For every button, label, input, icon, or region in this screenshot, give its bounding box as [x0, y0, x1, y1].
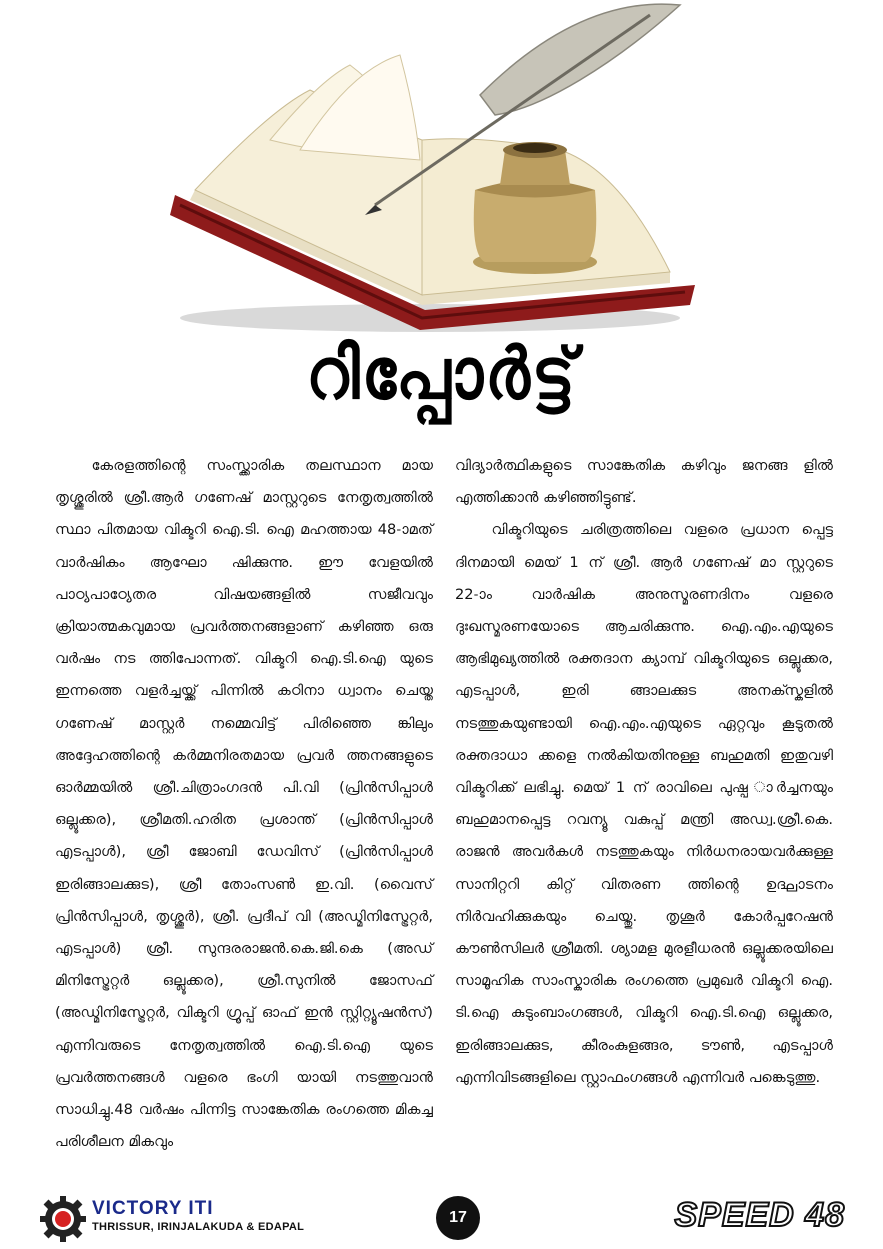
- paragraph: വിക്ടറിയുടെ ചരിത്രത്തിലെ വളരെ പ്രധാന പ്പെട്ട ദിനമായി മെയ് 1 ന് ശ്രീ. ആർ ഗണേഷ് മാ സ്റ്ററുടെ 22-ാം വാർഷിക അനുസ്മരണദിനം വളരെ ദുഃഖസ്മരണയോടെ ആചരിക്കുന്നു. ഐ.എം.എയുടെ ആഭിമുഖ്യത്തിൽ രക്തദാന ക്യാമ്പ് വിക്ടറിയുടെ ഒല്ലൂക്കര, എടപ്പാൾ, ഇരി ങ്ങാലക്കുട അനക്സ്കളിൽ നടത്തുകയുണ്ടായി ഐ.എം.എയുടെ ഏറ്റവും കൂടുതൽ രക്തദാധാ ക്കളെ നൽകിയതിനുള്ള ബഹുമതി ഇതുവഴി വിക്ടറിക്ക് ലഭിച്ചു. മെയ് 1 ന് രാവിലെ പുഷ്പ ാർച്ചനയും ബഹുമാനപ്പെട്ട റവന്യൂ വകുപ്പ് മന്ത്രി അഡ്വ.ശ്രീ.കെ. രാജൻ അവർകൾ നടത്തുകയും നിർധനരായവർക്കുള്ള സാനിറ്ററി കിറ്റ് വിതരണ ത്തിന്റെ ഉദ്ഘാടനം നിർവഹിക്കുകയും ചെയ്തു. തൃശൂർ കോർപ്പറേഷൻ കൗൺസിലർ ശ്രീമതി. ശ്യാമള മുരളീധരൻ ഒല്ലൂക്കരയിലെ സാമൂഹിക സാംസ്കാരിക രംഗത്തെ പ്രമുഖർ വിക്ടറി ഐ. ടി.ഐ കുടുംബാംഗങ്ങൾ, വിക്ടറി ഐ.ടി.ഐ ഒല്ലൂക്കര, ഇരിങ്ങാലക്കുട, കീരംകുളങ്ങര, ടൗൺ, എടപ്പാൾ എന്നിവിടങ്ങളിലെ സ്റ്റാഫംഗങ്ങൾ എന്നിവർ പങ്കെടുത്തു.: [455, 521, 833, 1086]
- book-quill-illustration: [150, 0, 710, 340]
- page-number: 17: [436, 1196, 480, 1240]
- brand-name: VICTORY ITI: [92, 1198, 214, 1219]
- right-column: [455, 450, 833, 1094]
- brand-locations: THRISSUR, IRINJALAKUDA & EDAPAL: [92, 1221, 305, 1233]
- speed-48-logo: SPEED 48: [674, 1196, 845, 1234]
- paragraph: വിദ്യാർത്ഥികളുടെ സാങ്കേതിക കഴിവും ജനങ്ങ ളിൽ എത്തിക്കാൻ കഴിഞ്ഞിട്ടുണ്ട്.: [455, 457, 833, 507]
- page-footer: [0, 1190, 883, 1245]
- gear-logo-icon: [40, 1196, 86, 1242]
- page-title: റിപ്പോർട്ട്: [305, 334, 578, 416]
- left-column: [55, 450, 433, 1158]
- paragraph: കേരളത്തിന്റെ സംസ്ക്കാരിക തലസ്ഥാന മായ തൃശ്ശൂരിൽ ശ്രീ.ആർ ഗണേഷ് മാസ്റ്ററുടെ നേതൃത്വത്തിൽ സ്ഥാ പിതമായ വിക്ടറി ഐ.ടി. ഐ മഹത്തായ 48-ാമത് വാർഷികം ആഘോ ഷിക്കുന്നു. ഈ വേളയിൽ പാഠ്യപാഠ്യേതര വിഷയങ്ങളിൽ സജീവവും ക്രിയാത്മകവുമായ പ്രവർത്തനങ്ങളാണ് കഴിഞ്ഞ ഒരു വർഷം നട ത്തിപോന്നത്. വിക്ടറി ഐ.ടി.ഐ യുടെ ഇന്നത്തെ വളർച്ചയ്ക്ക് പിന്നിൽ കഠിനാ ധ്വാനം ചെയ്ത ഗണേഷ് മാസ്റ്റർ നമ്മെവിട്ട് പിരിഞ്ഞെ ങ്കിലും അദ്ദേഹത്തിന്റെ കർമ്മനിരതമായ പ്രവർ ത്തനങ്ങളുടെ ഓർമ്മയിൽ ശ്രീ.ചിത്രാംഗദൻ പി.വി (പ്രിൻസിപ്പാൾ ഒല്ലൂക്കര), ശ്രീമതി.ഹരിത പ്രശാന്ത് (പ്രിൻസിപ്പാൾ എടപ്പാൾ), ശ്രീ ജോബി ഡേവിസ് (പ്രിൻസിപ്പാൾ ഇരിങ്ങാലക്കുട), ശ്രീ തോംസൺ ഇ.വി. (വൈസ് പ്രിൻസിപ്പാൾ, തൃശ്ശൂർ), ശ്രീ. പ്രദീപ് വി (അഡ്മിനിസ്ട്രേറ്റർ, എടപ്പാൾ) ശ്രീ. സുന്ദരരാജൻ.കെ.ജി.കെ (അഡ് മിനിസ്ട്രേറ്റർ ഒല്ലൂക്കര), ശ്രീ.സുനിൽ ജോസഫ് (അഡ്മിനിസ്ട്രേറ്റർ, വിക്ടറി ഗ്രൂപ്പ് ഓഫ് ഇൻ സ്റ്റിറ്റ്യൂഷൻസ്) എന്നിവരുടെ നേതൃത്വത്തിൽ ഐ.ടി.ഐ യുടെ പ്രവർത്തനങ്ങൾ വളരെ ഭംഗി യായി നടത്തുവാൻ സാധിച്ചു.48 വർഷം പിന്നിട്ട സാങ്കേതിക രംഗത്തെ മികച്ച പരിശീലന മികവും: [55, 457, 433, 1151]
